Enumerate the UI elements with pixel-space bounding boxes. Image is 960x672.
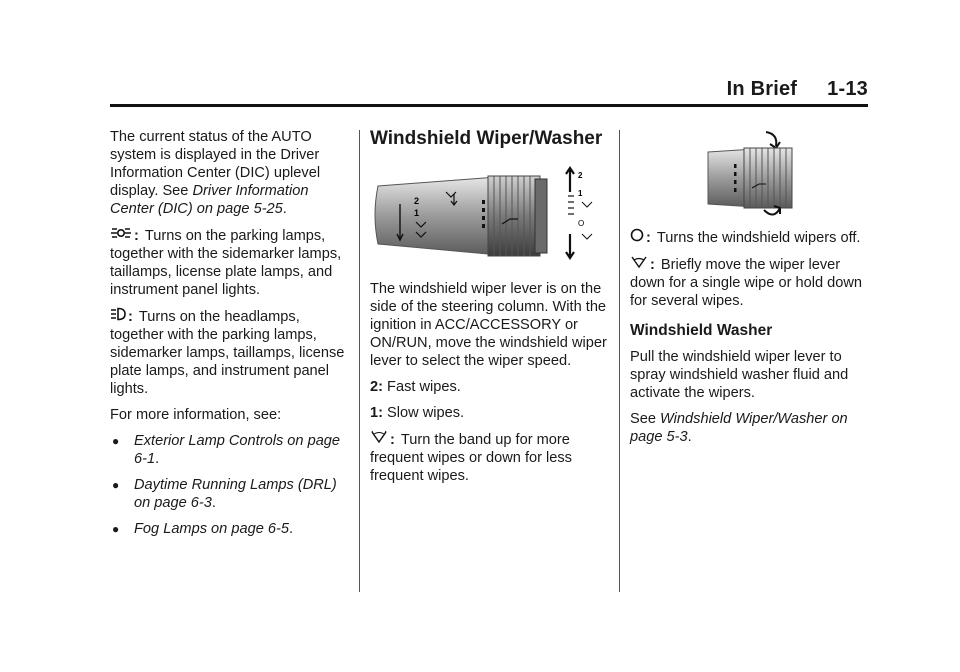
- column-2: [370, 128, 610, 493]
- fog-lamps-link[interactable]: Fog Lamps on page 6-5: [134, 521, 289, 537]
- column-3: [630, 128, 870, 454]
- wiper-washer-heading: Windshield Wiper/Washer: [370, 128, 603, 149]
- headlamps-paragraph: : Turns on the headlamps, together with the parking lamps, sidemarker lamps, taillamps, license plate lamps, and instrument panel lights.: [110, 309, 345, 397]
- headlamp-icon: [110, 307, 126, 326]
- band-label-1: 1: [578, 189, 583, 198]
- lever-description: The windshield wiper lever is on the side of the steering column. With the ignition in ACC/ACCESSORY or ON/RUN, move the windshield wiper lever to select the wiper speed.: [370, 281, 607, 369]
- washer-paragraph: Pull the windshield wiper lever to spray windshield washer fluid and activate the wipers.: [630, 349, 849, 401]
- wiper-band-illustration: [700, 128, 800, 218]
- see-paragraph: See Windshield Wiper/Washer on page 5-3.: [630, 411, 848, 445]
- ref-list-item: ● Exterior Lamp Controls on page 6-1.: [112, 433, 341, 467]
- page-number: 1-13: [827, 78, 868, 100]
- band-label-off: O: [578, 219, 585, 228]
- dic-link[interactable]: Driver Information Center (DIC) on page 5-25: [110, 183, 309, 217]
- band-label-2: 2: [578, 171, 583, 180]
- column-1: [110, 128, 348, 546]
- slow-wipes-row: 1: Slow wipes.: [370, 405, 465, 421]
- auto-status-paragraph: The current status of the AUTO system is displayed in the Driver Information Center (DIC) uplevel display. See Driver Information Center (DIC) on page 5-25.: [110, 129, 321, 217]
- drl-link[interactable]: Daytime Running Lamps (DRL) on page 6-3: [134, 477, 337, 511]
- delay-wiper-icon: [370, 430, 388, 449]
- wiper-off-paragraph: : Turns the windshield wipers off.: [630, 228, 870, 247]
- mist-paragraph: : Briefly move the wiper lever down for a single wipe or hold down for several wipes.: [630, 257, 863, 309]
- wiper-lever-illustration: [370, 164, 600, 264]
- parking-lamps-paragraph: : Turns on the parking lamps, together with the sidemarker lamps, taillamps, license plate lamps, and instrument panel lights.: [110, 228, 342, 298]
- column-divider-1: [359, 130, 360, 592]
- exterior-lamp-link[interactable]: Exterior Lamp Controls on page 6-1: [134, 433, 341, 467]
- page-header: [110, 78, 868, 104]
- section-title: In Brief: [726, 78, 798, 100]
- parking-lamp-icon: [110, 226, 132, 245]
- lever-label-2: 2: [414, 196, 420, 206]
- more-info-paragraph: For more information, see:: [110, 407, 282, 423]
- off-circle-icon: [630, 228, 644, 247]
- delay-band-paragraph: : Turn the band up for more frequent wipes or down for less frequent wipes.: [370, 432, 572, 484]
- header-title: [727, 78, 868, 101]
- fast-wipes-row: 2: Fast wipes.: [370, 379, 461, 395]
- lever-label-1: 1: [414, 208, 420, 218]
- column-divider-2: [619, 130, 620, 592]
- ref-list-item: ● Daytime Running Lamps (DRL) on page 6-3.: [112, 477, 337, 511]
- ref-list-item: ● Fog Lamps on page 6-5.: [112, 521, 294, 537]
- washer-heading: Windshield Washer: [630, 322, 773, 339]
- header-rule: [110, 104, 868, 107]
- mist-wiper-icon: [630, 255, 648, 274]
- wiper-washer-link[interactable]: Windshield Wiper/Washer on page 5-3: [630, 411, 848, 445]
